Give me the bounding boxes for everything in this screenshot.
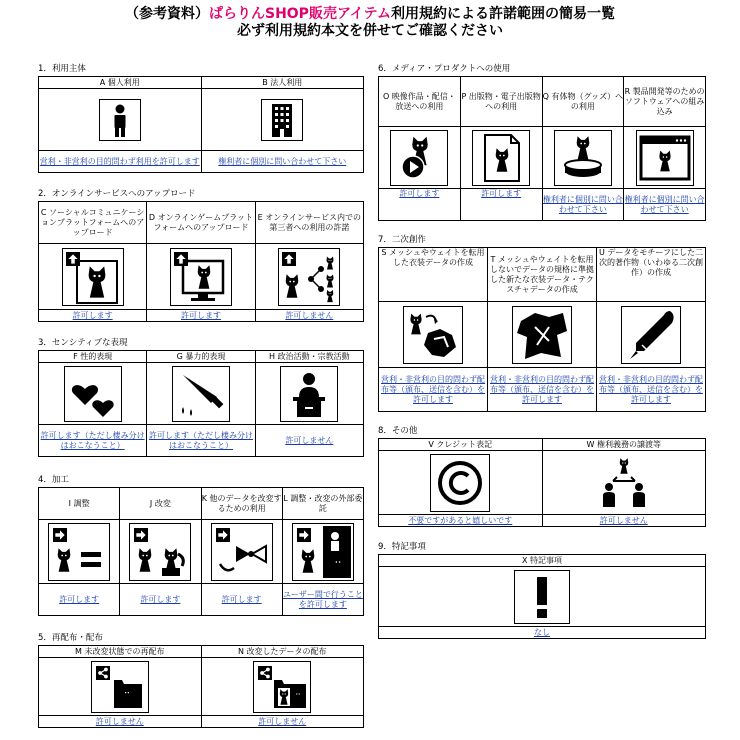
result-video: 許可します [379, 189, 461, 221]
goods-icon [554, 130, 612, 186]
section-distribution [38, 633, 364, 728]
section-online-upload [38, 189, 364, 322]
header-new-costume: T メッシュやウェイトを転用しないでデータの規格に準拠した新たな衣装データ・テクスチャデータの作成 [488, 248, 597, 302]
result-sns-upload: 許可します [39, 310, 147, 322]
header-software: R 製品開発等のためのソフトウェアへの組み込み [624, 77, 706, 127]
video-icon [390, 130, 448, 186]
section-title: 8．その他 [378, 426, 418, 436]
result-goods: 権利者に個別に問い合わせて下さい [542, 189, 624, 221]
header-transfer: W 権利義務の譲渡等 [542, 439, 706, 451]
header-game-upload: D オンラインゲームプラットフォームへのアップロード [147, 202, 255, 244]
result-political: 許可しません [255, 425, 363, 457]
header-adjust: I 調整 [39, 488, 120, 520]
adjust-icon [48, 523, 110, 581]
upload-cat-icon [62, 248, 124, 306]
title-line2: 必ず利用規約本文を併せてご確認ください [237, 23, 503, 39]
section-title: 1．利用主体 [38, 64, 86, 74]
header-third-party: E オンラインサービス内での第三者への利用の許諾 [255, 202, 363, 244]
header-costume: S メッシュやウェイトを転用した衣装データの作成 [379, 248, 488, 302]
section-other [378, 426, 706, 527]
distribution-table [38, 645, 364, 728]
section-sensitive [38, 338, 364, 457]
section-title: 5．再配布・配布 [38, 633, 103, 643]
result-modify: 許可します [120, 584, 201, 616]
building-icon [261, 99, 303, 141]
header-fan-work: U データをモチーフにした二次的著作物（いわゆる二次創作）の作成 [597, 248, 706, 302]
header-other-data: K 他のデータを改変するための利用 [201, 488, 282, 520]
derivative-table [378, 247, 706, 412]
knife-icon [172, 366, 230, 422]
section-title: 4．加工 [38, 475, 69, 485]
section-media [378, 64, 706, 221]
publication-icon [472, 130, 530, 186]
section-processing [38, 475, 364, 616]
result-adjust: 許可します [39, 584, 120, 616]
result-redistribute: 許可しません [39, 716, 202, 728]
header-violent: G 暴力的表現 [147, 351, 255, 363]
header-individual: A 個人利用 [39, 77, 202, 89]
usage-subject-table [38, 76, 364, 173]
result-game-upload: 許可します [147, 310, 255, 322]
bow-icon [211, 523, 273, 581]
sensitive-table [38, 350, 364, 457]
online-upload-table [38, 201, 364, 322]
redistribute-icon [91, 661, 149, 713]
exclamation-icon [514, 570, 570, 624]
section-title: 3．センシティブな表現 [38, 338, 128, 348]
section-title: 9．特記事項 [378, 542, 426, 552]
software-icon [636, 130, 694, 186]
modify-icon [129, 523, 191, 581]
transfer-icon [595, 455, 653, 511]
section-usage-subject [38, 64, 364, 173]
result-individual: 営利・非営利の目的問わず利用を許可します [39, 151, 202, 173]
title-prefix: （参考資料） [124, 6, 209, 22]
distribute-modified-icon [253, 661, 311, 713]
header-corporate: B 法人利用 [201, 77, 364, 89]
header-goods: Q 有体物（グッズ）への利用 [542, 77, 624, 127]
result-corporate: 権利者に個別に問い合わせて下さい [201, 151, 364, 173]
section-title: 7．二次創作 [378, 235, 426, 245]
header-credit: V クレジット表記 [379, 439, 543, 451]
result-transfer: 許可しません [542, 515, 706, 527]
header-sns-upload: C ソーシャルコミュニケーションプラットフォームへのアップロード [39, 202, 147, 244]
section-title: 2．オンラインサービスへのアップロード [38, 189, 196, 199]
result-outsource: ユーザー間で行うことを許可します [282, 584, 363, 616]
section-title: 6．メディア・プロダクトへの使用 [378, 64, 511, 74]
result-new-costume: 営利・非営利の目的問わず配布等（頒布、送信を含む）を許可します [488, 368, 597, 412]
result-other-data: 許可します [201, 584, 282, 616]
processing-table [38, 487, 364, 616]
other-table [378, 438, 706, 527]
result-software: 権利者に個別に問い合わせて下さい [624, 189, 706, 221]
podium-icon [280, 366, 338, 422]
costume-icon [403, 306, 463, 364]
share-cats-icon [278, 248, 340, 306]
result-distribute-modified: 許可しません [201, 716, 364, 728]
result-sexual: 許可します（ただし棲み分けはおこなうこと） [39, 425, 147, 457]
special-notes-table [378, 554, 706, 639]
result-credit: 不要ですがあると嬉しいです [379, 515, 543, 527]
pen-icon [621, 306, 681, 364]
header-video: O 映像作品・配信・放送への利用 [379, 77, 461, 127]
header-publication: P 出版物・電子出版物への利用 [460, 77, 542, 127]
upload-monitor-icon [170, 248, 232, 306]
section-derivative [378, 235, 706, 412]
title-rest: 利用規約による許諾範囲の簡易一覧 [391, 6, 615, 22]
result-costume: 営利・非営利の目的問わず配布等（頒布、送信を含む）を許可します [379, 368, 488, 412]
header-sexual: F 性的表現 [39, 351, 147, 363]
page-title [0, 6, 740, 40]
result-fan-work: 営利・非営利の目的問わず配布等（頒布、送信を含む）を許可します [597, 368, 706, 412]
person-icon [99, 99, 141, 141]
shirt-icon [512, 306, 572, 364]
result-third-party: 許可しません [255, 310, 363, 322]
header-special-notes: X 特記事項 [379, 555, 706, 567]
result-special-notes: なし [379, 627, 706, 639]
header-redistribute: M 未改変状態での再配布 [39, 646, 202, 658]
header-distribute-modified: N 改変したデータの配布 [201, 646, 364, 658]
outsource-icon [292, 523, 354, 581]
media-table [378, 76, 706, 221]
result-publication: 許可します [460, 189, 542, 221]
copyright-icon [430, 454, 490, 512]
hearts-icon [64, 366, 122, 422]
result-violent: 許可します（ただし棲み分けはおこなうこと） [147, 425, 255, 457]
header-political: H 政治活動・宗教活動 [255, 351, 363, 363]
section-special-notes [378, 542, 706, 639]
title-brand: ぱらりんSHOP販売アイテム [208, 6, 391, 22]
header-outsource: L 調整・改変の外部委託 [282, 488, 363, 520]
header-modify: J 改変 [120, 488, 201, 520]
